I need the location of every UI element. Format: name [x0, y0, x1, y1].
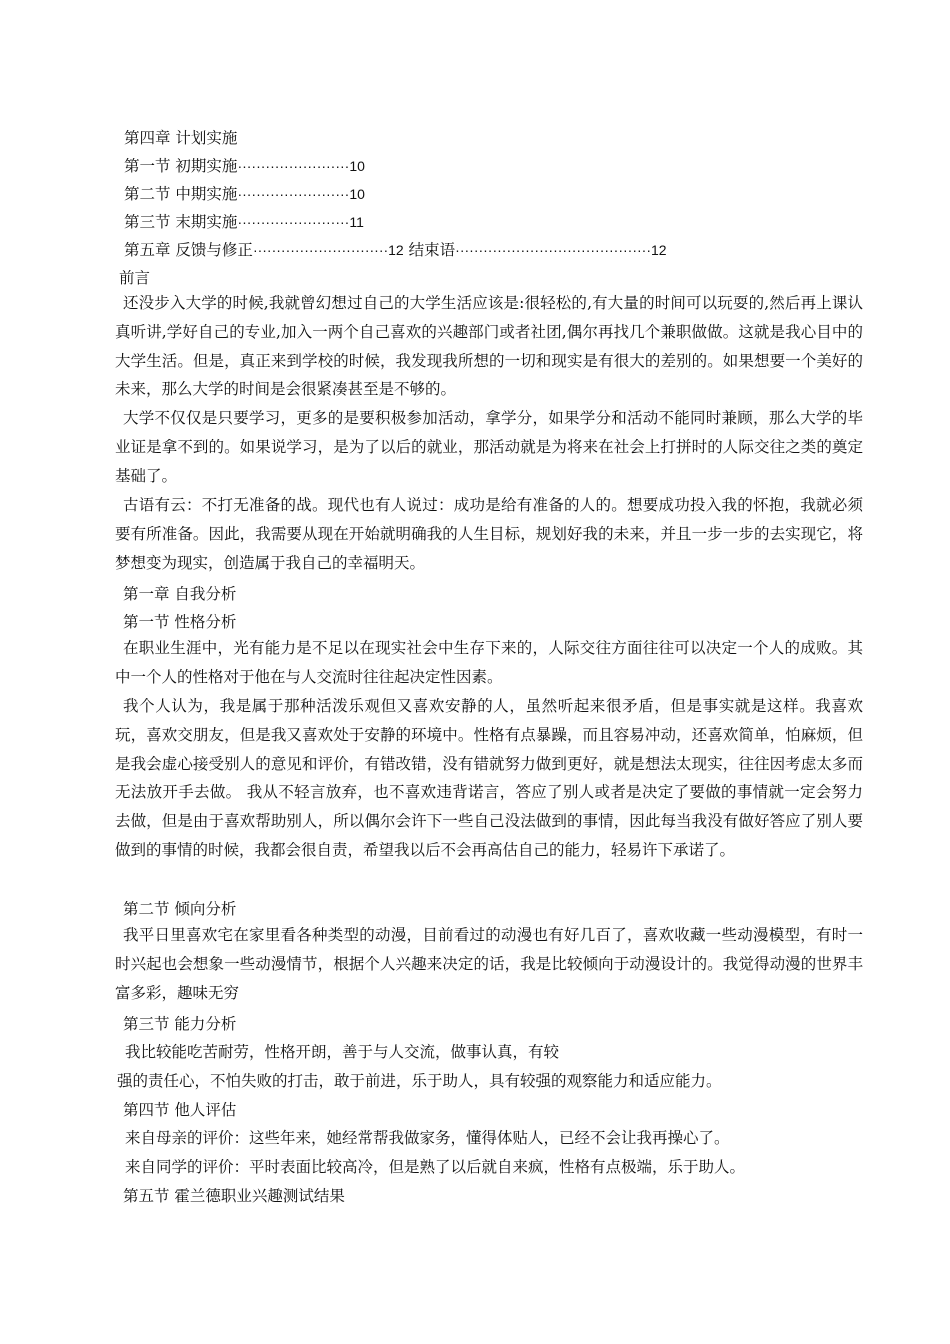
- preface-paragraph-2: 大学不仅仅是只要学习，更多的是要积极参加活动，拿学分，如果学分和活动不能同时兼顾，那么大学的毕业证是拿不到的。如果说学习，是为了以后的就业，那活动就是为将来在社会上打拼时的人际交往之类的奠定基础了。: [115, 409, 863, 485]
- section3-line-2: 强的责任心，不怕失败的打击，敢于前进，乐于助人，具有较强的观察能力和适应能力。: [117, 1072, 722, 1090]
- toc-chapter4: [124, 128, 237, 148]
- section5-title: 第五节 霍兰德职业兴趣测试结果: [123, 1187, 345, 1205]
- chapter1-title: 第一章 自我分析: [123, 585, 237, 603]
- toc-leader-dots: ························: [237, 186, 350, 202]
- toc-entry-label: 第五章 反馈与修正: [124, 241, 253, 259]
- toc-entry-section1: [124, 156, 365, 176]
- toc-entry-label: 第二节 中期实施: [124, 185, 238, 203]
- toc-chapter4-label: 第四章 计划实施: [124, 129, 238, 147]
- toc-page-number: 12: [650, 242, 667, 258]
- toc-entry-label: 结束语: [408, 241, 456, 259]
- toc-entry-label: 第三节 末期实施: [124, 213, 238, 231]
- toc-entry-label: 第一节 初期实施: [124, 157, 238, 175]
- section2-paragraph: 我平日里喜欢宅在家里看各种类型的动漫，目前看过的动漫也有好几百了，喜欢收藏一些动漫模型，有时一时兴起也会想象一些动漫情节，根据个人兴趣来决定的话，我是比较倾向于动漫设计的。我觉得动漫的世界丰富多彩，趣味无穷: [115, 926, 863, 1002]
- section1-title: 第一节 性格分析: [123, 613, 237, 631]
- toc-page-number: 10: [349, 158, 365, 174]
- toc-entry-section2: [124, 184, 365, 204]
- section3-title: 第三节 能力分析: [123, 1015, 237, 1033]
- toc-page-number: 11: [349, 214, 364, 230]
- toc-leader-dots: ·····························: [252, 242, 389, 258]
- toc-page-number: 12: [388, 242, 404, 258]
- section4-classmate-evaluation: 来自同学的评价：平时表面比较高冷，但是熟了以后就自来疯，性格有点极端，乐于助人。: [125, 1158, 746, 1176]
- section4-title: 第四节 他人评估: [123, 1101, 237, 1119]
- section3-line-1: 我比较能吃苦耐劳，性格开朗，善于与人交流，做事认真，有较: [125, 1043, 560, 1061]
- toc-entry-chapter5-and-ending: [124, 240, 667, 260]
- preface-heading: 前言: [119, 269, 151, 287]
- toc-leader-dots: ························: [237, 158, 350, 174]
- section1-paragraph-1: 在职业生涯中，光有能力是不足以在现实社会中生存下来的，人际交往方面往往可以决定一个人的成败。其中一个人的性格对于他在与人交流时往往起决定性因素。: [115, 639, 863, 686]
- toc-entry-section3: [124, 212, 364, 232]
- toc-leader-dots: ························: [237, 214, 350, 230]
- section1-paragraph-2: 我个人认为，我是属于那种活泼乐观但又喜欢安静的人，虽然听起来很矛盾，但是事实就是这样。我喜欢玩，喜欢交朋友，但是我又喜欢处于安静的环境中。性格有点暴躁，而且容易冲动，还喜欢简单，怕麻烦，但是我会虚心接受别人的意见和评价，有错改错，没有错就努力做到更好，就是想法太现实，往往因考虑太多而无法放开手去做。 我从不轻言放弃，也不喜欢违背诺言，答应了别人或者是决定了要做的事情就一定会努力去做，但是由于喜欢帮助别人，所以偶尔会许下一些自己没法做到的事情，因此每当我没有做好答应了别人要做到的事情的时候，我都会很自责，希望我以后不会再高估自己的能力，轻易许下承诺了。: [115, 697, 863, 859]
- section4-mother-evaluation: 来自母亲的评价：这些年来，她经常帮我做家务，懂得体贴人，已经不会让我再操心了。: [125, 1129, 730, 1147]
- toc-page-number: 10: [349, 186, 365, 202]
- toc-leader-dots: ··········································: [455, 242, 651, 258]
- preface-paragraph-3: 古语有云：不打无准备的战。现代也有人说过：成功是给有准备的人的。想要成功投入我的怀抱，我就必须要有所准备。因此，我需要从现在开始就明确我的人生目标，规划好我的未来，并且一步一步的去实现它，将梦想变为现实，创造属于我自己的幸福明天。: [115, 496, 863, 572]
- preface-paragraph-1: 还没步入大学的时候,我就曾幻想过自己的大学生活应该是:很轻松的,有大量的时间可以玩耍的,然后再上课认真听讲,学好自己的专业,加入一两个自己喜欢的兴趣部门或者社团,偶尔再找几个兼职做做。这就是我心目中的大学生活。但是，真正来到学校的时候，我发现我所想的一切和现实是有很大的差别的。如果想要一个美好的未来，那么大学的时间是会很紧凑甚至是不够的。: [115, 294, 863, 399]
- section2-title: 第二节 倾向分析: [123, 900, 237, 918]
